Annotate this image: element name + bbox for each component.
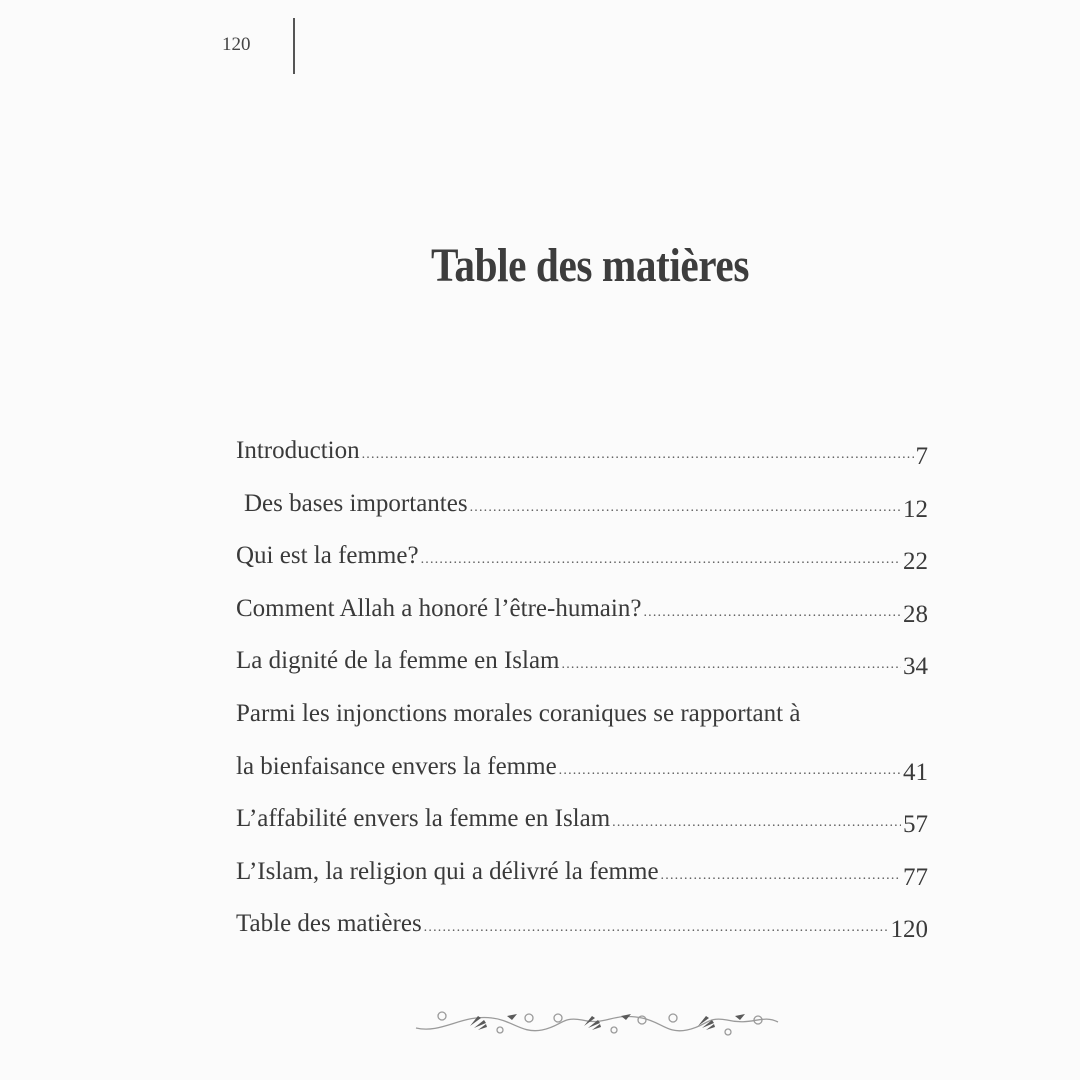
toc-entry-page: 77 bbox=[903, 863, 928, 891]
toc-entry-page: 41 bbox=[903, 758, 928, 786]
dot-leader bbox=[612, 815, 901, 831]
toc-entry-introduction bbox=[236, 437, 928, 490]
page-number: 120 bbox=[222, 34, 251, 55]
dot-leader bbox=[661, 868, 901, 884]
toc-entry-page: 120 bbox=[890, 916, 928, 944]
toc-entry-label: La dignité de la femme en Islam bbox=[236, 647, 560, 675]
toc-entry-qui-est-la-femme bbox=[236, 542, 928, 595]
dot-leader bbox=[421, 552, 901, 568]
floral-vine-divider-icon bbox=[412, 1004, 784, 1044]
toc-entry-label: Parmi les injonctions morales coraniques se rapportant à bbox=[236, 699, 801, 727]
toc-entry-page: 34 bbox=[903, 653, 928, 681]
toc-entry-label: L’affabilité envers la femme en Islam bbox=[236, 805, 611, 833]
dot-leader bbox=[559, 763, 901, 779]
toc-entry-page: 22 bbox=[903, 548, 928, 576]
toc-entry-label: Qui est la femme? bbox=[236, 542, 419, 570]
page-title: Table des matières bbox=[431, 239, 749, 292]
toc-entry-comment-allah-a-honore bbox=[236, 595, 928, 648]
toc-entry-label: la bienfaisance envers la femme bbox=[236, 752, 557, 780]
toc-entry-label: L’Islam, la religion qui a délivré la femme bbox=[236, 857, 659, 885]
toc-entry-des-bases-importantes bbox=[236, 490, 928, 543]
toc-entry-label: Comment Allah a honoré l’être-humain? bbox=[236, 594, 642, 622]
table-of-contents bbox=[236, 437, 928, 963]
toc-entry-table-des-matieres bbox=[236, 910, 928, 963]
toc-entry-label: Table des matières bbox=[236, 910, 422, 938]
toc-entry-page: 12 bbox=[903, 495, 928, 523]
toc-entry-label: Introduction bbox=[236, 437, 360, 464]
dot-leader bbox=[643, 605, 901, 621]
dot-leader bbox=[562, 657, 902, 673]
toc-entry-label: Des bases importantes bbox=[244, 489, 468, 517]
toc-entry-injonctions-morales-line1 bbox=[236, 700, 928, 753]
dot-leader bbox=[424, 920, 889, 936]
toc-entry-page: 28 bbox=[903, 600, 928, 628]
toc-entry-injonctions-morales-line2 bbox=[236, 753, 928, 806]
toc-entry-affabilite bbox=[236, 805, 928, 858]
toc-entry-page: 7 bbox=[915, 443, 928, 470]
dot-leader bbox=[470, 500, 901, 516]
toc-entry-dignite-de-la-femme bbox=[236, 647, 928, 700]
header-vertical-rule bbox=[293, 18, 295, 74]
dot-leader bbox=[362, 447, 914, 463]
toc-entry-islam-religion bbox=[236, 858, 928, 911]
toc-entry-page: 57 bbox=[903, 811, 928, 839]
